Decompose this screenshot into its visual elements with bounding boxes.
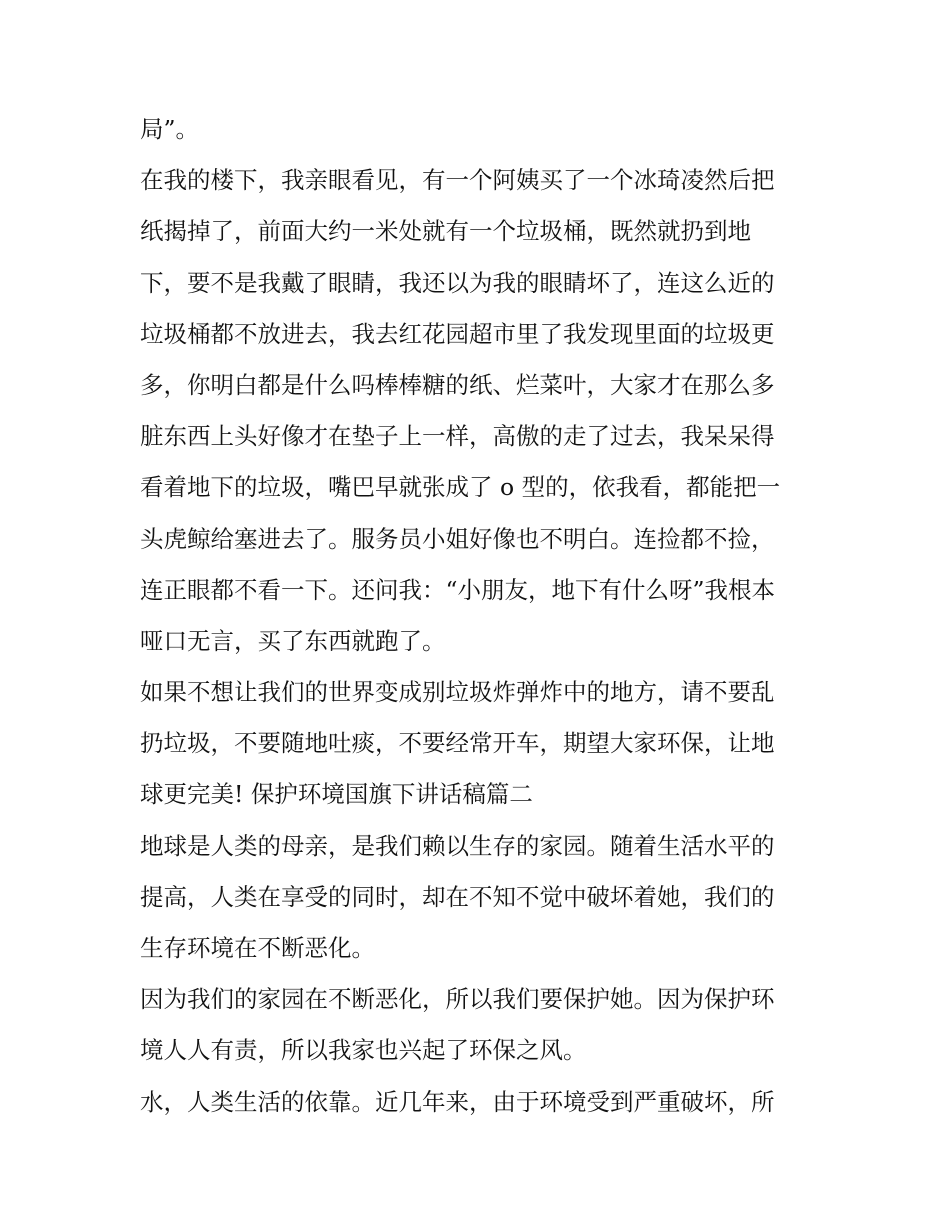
text-line: 哑口无言，买了东西就跑了。 [140,626,446,655]
text-line: 因为我们的家园在不断恶化，所以我们要保护她。因为保护环 [140,985,775,1014]
text-line: 地球是人类的母亲，是我们赖以生存的家园。随着生活水平的 [140,831,775,860]
text-line: 多，你明白都是什么吗棒棒糖的纸、烂菜叶，大家才在那么多 [140,370,775,399]
text-line: 纸揭掉了，前面大约一米处就有一个垃圾桶，既然就扔到地 [140,217,751,246]
text-line: 垃圾桶都不放进去，我去红花园超市里了我发现里面的垃圾更 [140,319,775,348]
text-line: 下，要不是我戴了眼睛，我还以为我的眼睛坏了，连这么近的 [140,268,775,297]
document-body [140,104,820,1128]
text-line: 脏东西上头好像才在垫子上一样，高傲的走了过去，我呆呆得 [140,422,775,451]
text-line: 扔垃圾，不要随地吐痰，不要经常开车，期望大家环保，让地 [140,729,775,758]
text-line: 球更完美! 保护环境国旗下讲话稿篇二 [140,780,533,809]
text-line: 提高，人类在享受的同时，却在不知不觉中破坏着她，我们的 [140,882,775,911]
text-line: 看着地下的垃圾，嘴巴早就张成了 o 型的，依我看，都能把一 [140,473,781,502]
text-line: 如果不想让我们的世界变成别垃圾炸弹炸中的地方，请不要乱 [140,678,775,707]
text-line: 境人人有责，所以我家也兴起了环保之风。 [140,1036,587,1065]
text-line: 局”。 [140,115,200,143]
text-line: 头虎鲸给塞进去了。服务员小姐好像也不明白。连捡都不捡， [140,524,775,553]
text-line: 生存环境在不断恶化。 [140,934,375,962]
text-line: 连正眼都不看一下。还问我：“小朋友，地下有什么呀”我根本 [140,575,776,604]
text-line: 在我的楼下，我亲眼看见，有一个阿姨买了一个冰琦凌然后把 [140,166,775,195]
text-line: 水，人类生活的依靠。近几年来，由于环境受到严重破坏，所 [140,1087,775,1116]
